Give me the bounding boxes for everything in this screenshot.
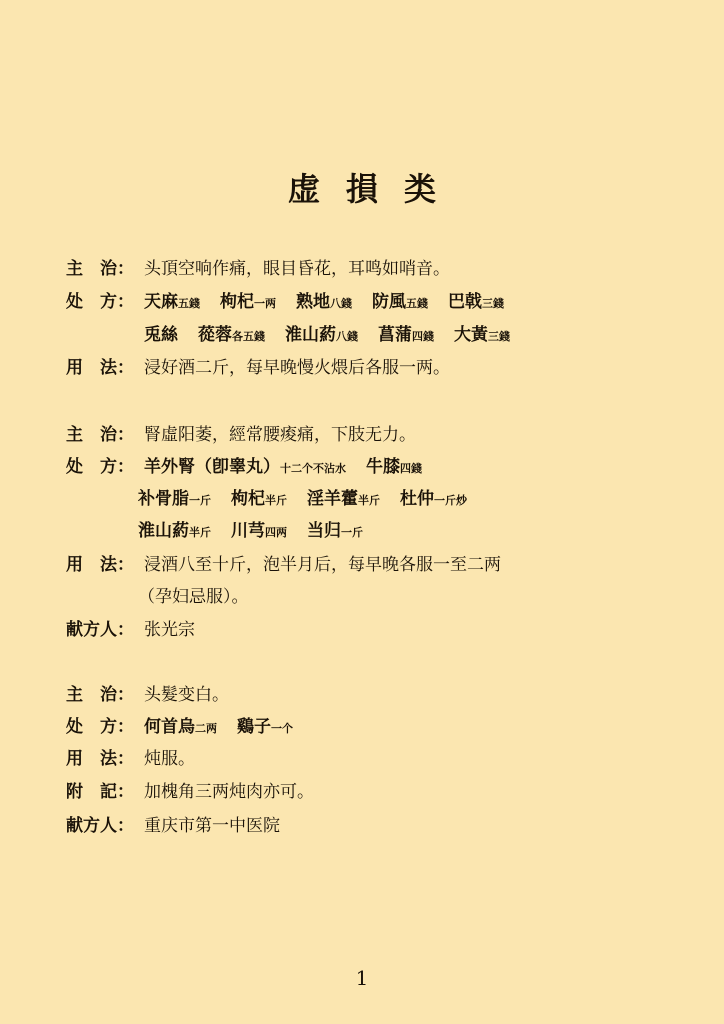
s3-note-line	[66, 781, 314, 803]
s3-prescription-line	[66, 716, 313, 740]
s3-contributor-label: 献方人：	[66, 816, 134, 836]
herb-entry	[231, 488, 287, 512]
s1-herbs-line2	[144, 324, 530, 348]
herb-name: 何首烏	[144, 717, 195, 737]
s3-note-label: 附 記：	[66, 782, 134, 802]
herb-dose: 四錢	[400, 462, 422, 475]
s1-usage-text: 浸好酒二斤，每早晚慢火煨后各服一两。	[144, 358, 450, 378]
herb-name: 川芎	[231, 521, 265, 541]
herb-name: 淫羊藿	[307, 489, 358, 509]
s2-contributor-line	[66, 619, 195, 641]
herb-dose: 八錢	[336, 330, 358, 343]
herb-dose: 五錢	[178, 297, 200, 310]
s1-indication-text: 头頂空响作痛，眼目昏花，耳鸣如哨音。	[144, 259, 450, 279]
herb-name: 防風	[372, 292, 406, 312]
herb-name: 羊外腎（卽睾丸）	[144, 457, 280, 477]
s2-herbs-line3	[138, 520, 383, 544]
herb-dose: 一斤	[341, 526, 363, 539]
herb-entry	[144, 291, 200, 315]
page-title: 虚損类	[287, 170, 462, 208]
s2-usage-label: 用 法：	[66, 555, 134, 575]
s2-usage-line2	[138, 586, 249, 608]
s2-indication-text: 腎虛阳萎，經常腰痠痛，下肢无力。	[144, 425, 416, 445]
herb-entry	[138, 488, 211, 512]
s2-contributor-name: 张光宗	[144, 620, 195, 640]
s1-prescription-label: 处 方：	[66, 292, 134, 312]
page-number: 1	[355, 966, 369, 990]
s3-prescription-label: 处 方：	[66, 717, 134, 737]
s1-usage-line	[66, 357, 450, 379]
s2-usage-text2: （孕妇忌服）。	[138, 587, 249, 607]
herb-entry	[144, 324, 178, 348]
herb-dose: 一两	[254, 297, 276, 310]
s3-contributor-line	[66, 815, 280, 837]
herb-name: 淮山葯	[285, 325, 336, 345]
herb-dose: 半斤	[358, 494, 380, 507]
herb-dose: 五錢	[406, 297, 428, 310]
herb-entry	[307, 520, 363, 544]
s2-prescription-label: 处 方：	[66, 457, 134, 477]
herb-entry	[296, 291, 352, 315]
herb-entry	[237, 716, 293, 740]
herb-dose: 四两	[265, 526, 287, 539]
herb-name: 鷄子	[237, 717, 271, 737]
herb-dose: 一个	[271, 722, 293, 735]
herb-name: 巴戟	[448, 292, 482, 312]
s3-usage-line	[66, 748, 195, 770]
s1-indication-label: 主 治：	[66, 259, 134, 279]
herb-entry	[454, 324, 510, 348]
s3-herbs-row1	[144, 717, 313, 737]
s3-usage-text: 炖服。	[144, 749, 195, 769]
herb-entry	[285, 324, 358, 348]
herb-entry	[372, 291, 428, 315]
herb-entry	[198, 324, 265, 348]
herb-name: 天麻	[144, 292, 178, 312]
herb-entry	[400, 488, 467, 512]
s3-indication-line	[66, 684, 229, 706]
herb-dose: 三錢	[482, 297, 504, 310]
s3-indication-text: 头髮变白。	[144, 685, 229, 705]
herb-entry	[220, 291, 276, 315]
herb-name: 当归	[307, 521, 341, 541]
s2-herbs-row1	[144, 457, 442, 477]
herb-entry	[144, 716, 217, 740]
herb-dose: 八錢	[330, 297, 352, 310]
herb-entry	[231, 520, 287, 544]
herb-name: 枸杞	[220, 292, 254, 312]
herb-entry	[366, 456, 422, 480]
s2-prescription-line	[66, 456, 442, 480]
herb-name: 蓯蓉	[198, 325, 232, 345]
herb-name: 兎絲	[144, 325, 178, 345]
s2-usage-line	[66, 554, 501, 576]
s2-indication-line	[66, 424, 416, 446]
s1-herbs-row1	[144, 292, 524, 312]
s1-prescription-line	[66, 291, 524, 315]
herb-entry	[378, 324, 434, 348]
s3-note-text: 加槐角三两炖肉亦可。	[144, 782, 314, 802]
s2-herbs-line2	[138, 488, 487, 512]
herb-name: 淮山葯	[138, 521, 189, 541]
herb-name: 菖蒲	[378, 325, 412, 345]
s1-herbs-row2	[144, 325, 530, 345]
s2-usage-text: 浸酒八至十斤，泡半月后，每早晚各服一至二两	[144, 555, 501, 575]
herb-dose: 一斤炒	[434, 494, 467, 507]
herb-name: 杜仲	[400, 489, 434, 509]
herb-name: 补骨脂	[138, 489, 189, 509]
s3-indication-label: 主 治：	[66, 685, 134, 705]
herb-name: 熟地	[296, 292, 330, 312]
s2-herbs-row2	[138, 489, 487, 509]
s2-indication-label: 主 治：	[66, 425, 134, 445]
s2-herbs-row3	[138, 521, 383, 541]
herb-dose: 半斤	[189, 526, 211, 539]
herb-entry	[307, 488, 380, 512]
herb-entry	[138, 520, 211, 544]
herb-dose: 各五錢	[232, 330, 265, 343]
herb-dose: 四錢	[412, 330, 434, 343]
herb-name: 大黃	[454, 325, 488, 345]
herb-entry	[144, 456, 346, 480]
herb-dose: 十二个不沾水	[280, 462, 346, 475]
s3-usage-label: 用 法：	[66, 749, 134, 769]
herb-dose: 半斤	[265, 494, 287, 507]
herb-name: 枸杞	[231, 489, 265, 509]
s2-contributor-label: 献方人：	[66, 620, 134, 640]
s1-usage-label: 用 法：	[66, 358, 134, 378]
herb-entry	[448, 291, 504, 315]
s1-indication-line	[66, 258, 450, 280]
herb-name: 牛膝	[366, 457, 400, 477]
herb-dose: 三錢	[488, 330, 510, 343]
herb-dose: 一斤	[189, 494, 211, 507]
herb-dose: 二两	[195, 722, 217, 735]
s3-contributor-name: 重庆市第一中医院	[144, 816, 280, 836]
